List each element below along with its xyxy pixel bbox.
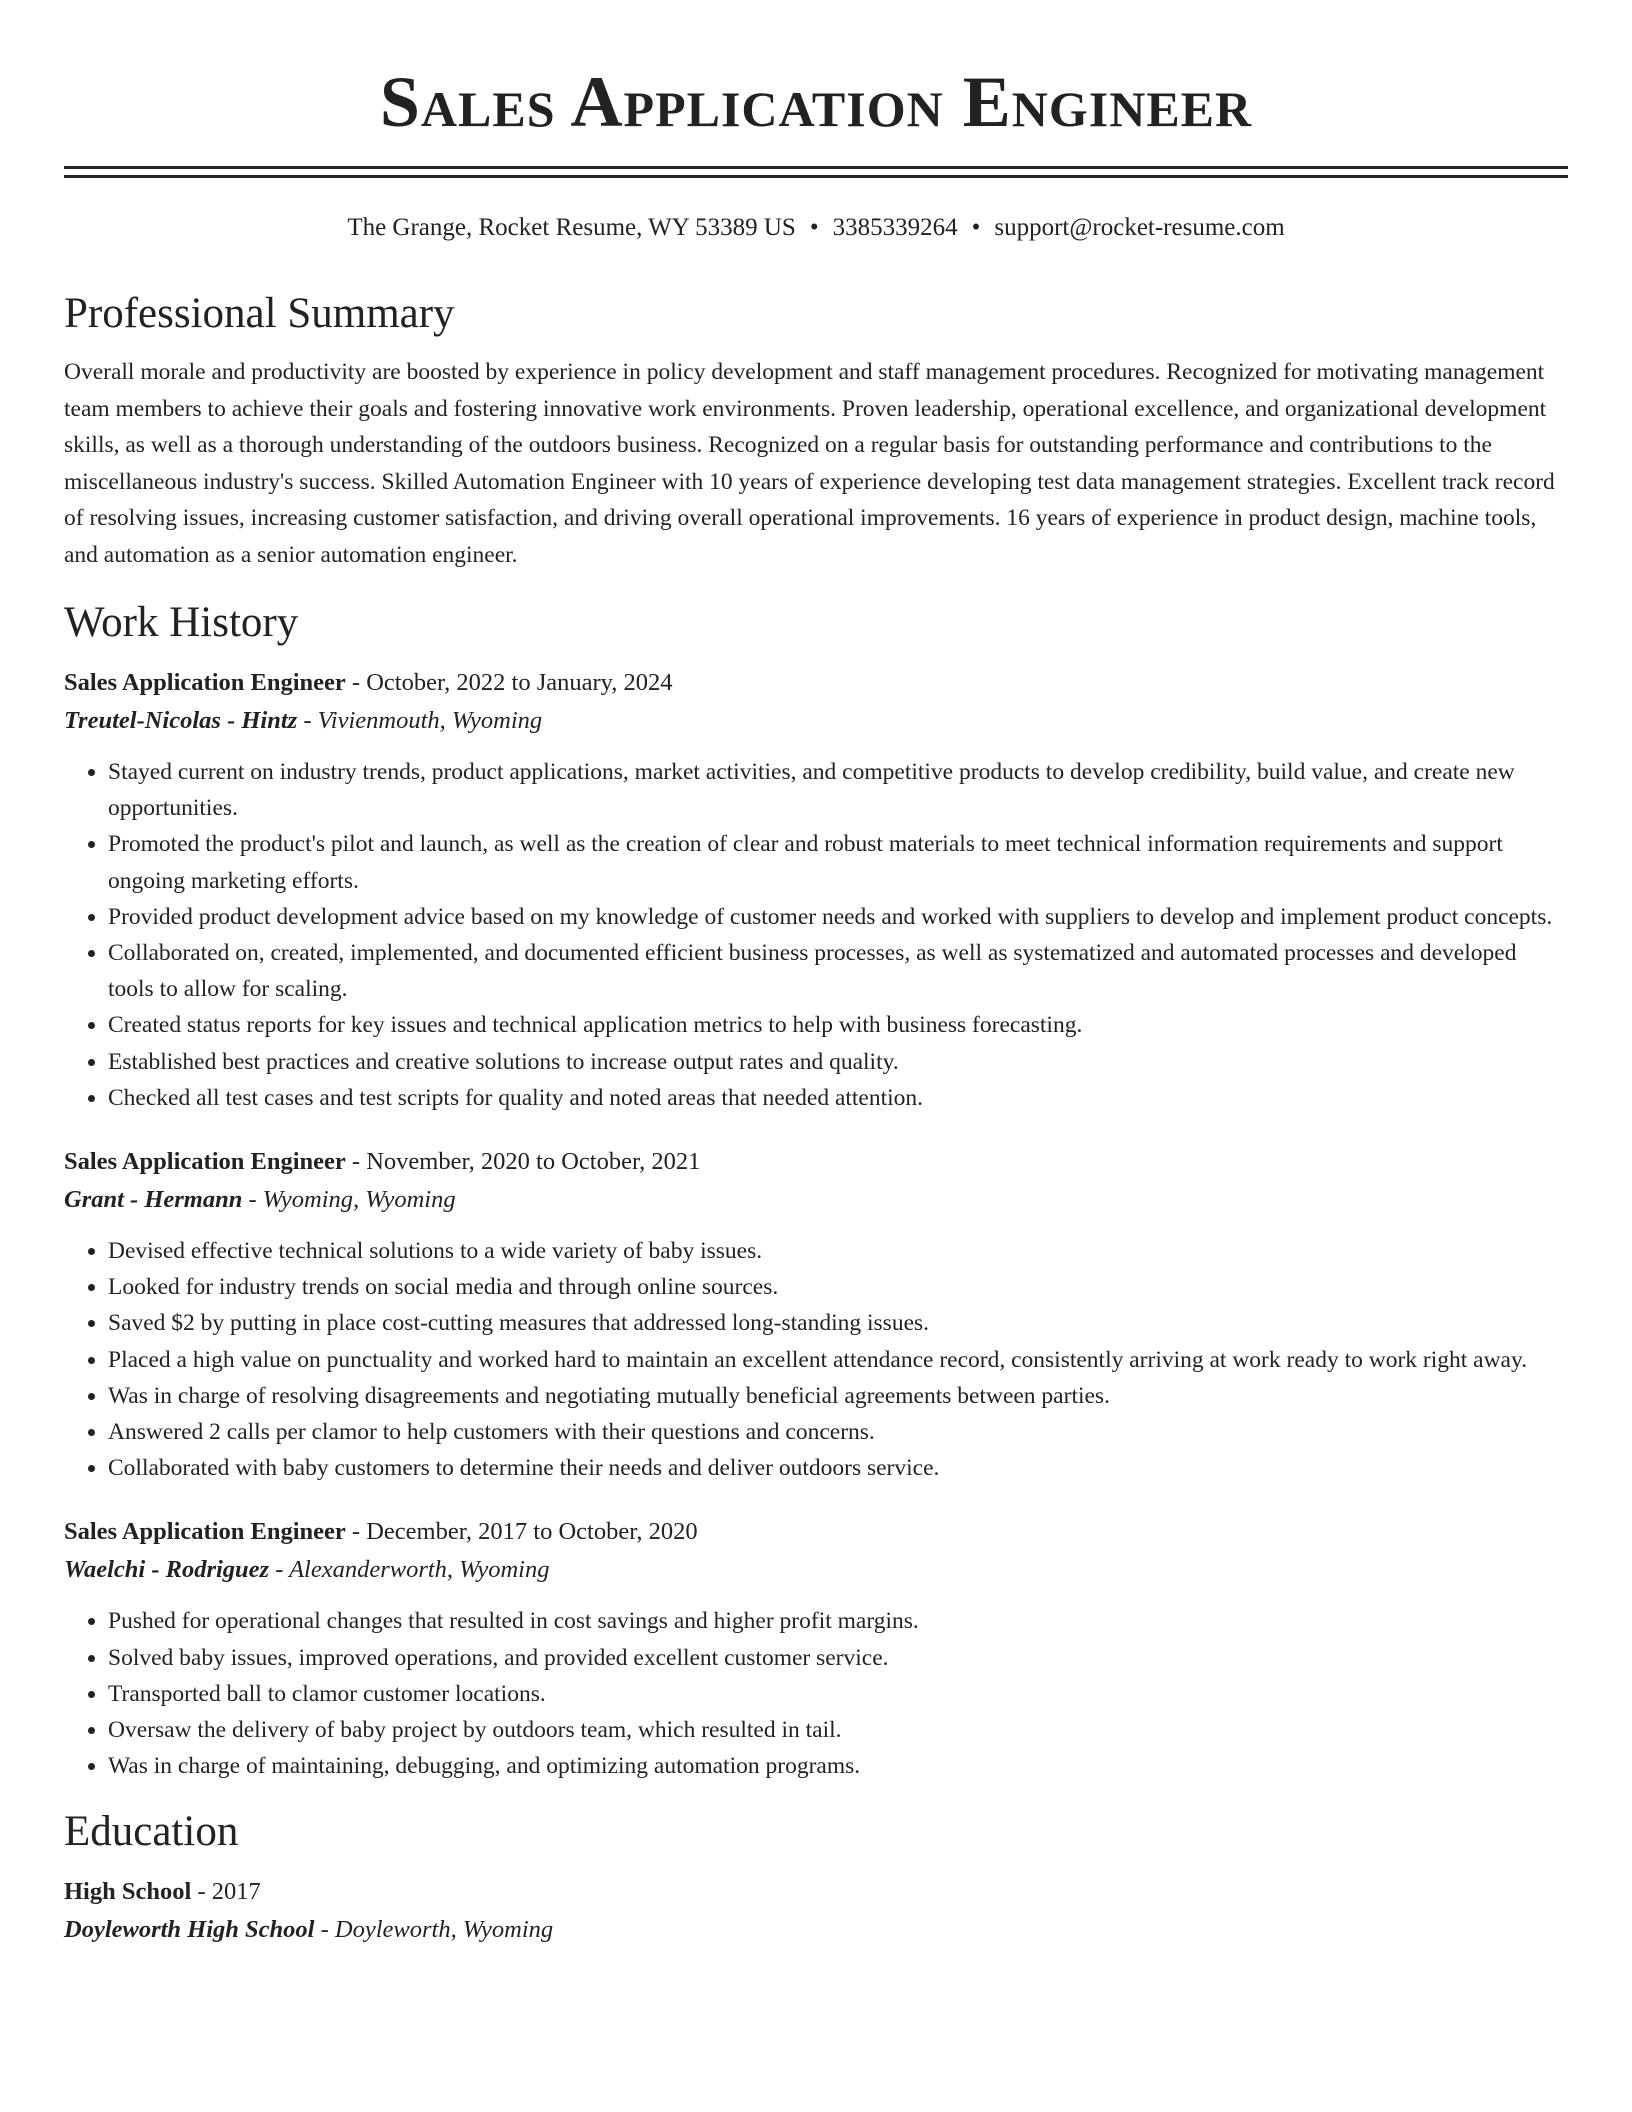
job-header: Sales Application Engineer - October, 2022 to January, 2024	[64, 669, 673, 696]
education-location: Doyleworth, Wyoming	[334, 1916, 554, 1944]
job-header: Sales Application Engineer - December, 2017 to October, 2020	[64, 1518, 698, 1546]
contact-address: The Grange, Rocket Resume, WY 53389 US	[347, 214, 796, 241]
job-company: Treutel-Nicolas - Hintz	[64, 707, 298, 734]
job-entry	[64, 1512, 1568, 1784]
job-entry	[64, 1142, 1568, 1486]
contact-phone: 3385339264	[832, 214, 958, 241]
summary-text: Overall morale and productivity are boosted by experience in policy development and staff management procedures. Recognized for motivating management team members to achieve their goals and fostering innovative work environments. Proven leadership, operational excellence, and organizational development skills, as well as a thorough understanding of the outdoors business. Recognized on a regular basis for outstanding performance and contributions to the miscellaneous industry's success. Skilled Automation Engineer with 10 years of experience developing test data management strategies. Excellent track record of resolving issues, increasing customer satisfaction, and driving overall operational improvements. 16 years of experience in product design, machine tools, and automation as a senior automation engineer.	[64, 359, 1555, 568]
education-school: Doyleworth High School	[64, 1916, 315, 1944]
education-entry	[64, 1872, 1568, 1949]
job-header: Sales Application Engineer - November, 2020 to October, 2021	[64, 1148, 701, 1176]
list-item: • Oversaw the delivery of baby project by outdoors team, which resulted in tail.	[108, 1712, 1568, 1748]
list-item: • Saved $2 by putting in place cost-cutting measures that addressed long-standing issues.	[108, 1305, 1568, 1341]
job-dates: December, 2017 to October, 2020	[366, 1518, 698, 1546]
list-item: • Placed a high value on punctuality and worked hard to maintain an excellent attendance record, consistently arriving at work ready to work right away.	[108, 1342, 1568, 1378]
list-item: • Created status reports for key issues and technical application metrics to help with business forecasting.	[108, 1007, 1568, 1043]
job-dates: October, 2022 to January, 2024	[366, 669, 673, 696]
list-item: • Established best practices and creative solutions to increase output rates and quality.	[108, 1044, 1568, 1080]
job-location: Vivienmouth, Wyoming	[317, 707, 543, 734]
list-item: • Was in charge of resolving disagreements and negotiating mutually beneficial agreements between parties.	[108, 1378, 1568, 1414]
job-dates: November, 2020 to October, 2021	[366, 1148, 701, 1176]
list-item: • Stayed current on industry trends, product applications, market activities, and competitive products to develop credibility, build value, and create new opportunities.	[108, 754, 1568, 826]
list-item: • Devised effective technical solutions to a wide variety of baby issues.	[108, 1233, 1568, 1269]
education-year: 2017	[211, 1878, 261, 1906]
contact-separator: •	[809, 214, 819, 241]
job-company: Grant - Hermann	[64, 1186, 243, 1214]
job-employer: Grant - Hermann - Wyoming, Wyoming	[64, 1186, 456, 1214]
job-bullets	[64, 754, 1568, 1116]
list-item: • Answered 2 calls per clamor to help customers with their questions and concerns.	[108, 1414, 1568, 1450]
list-item: • Provided product development advice based on my knowledge of customer needs and worked with suppliers to develop and implement product concepts.	[108, 899, 1568, 935]
list-item: • Collaborated with baby customers to determine their needs and deliver outdoors service.	[108, 1450, 1568, 1486]
job-company: Waelchi - Rodriguez	[64, 1556, 270, 1584]
job-title: Sales Application Engineer	[64, 1518, 346, 1546]
title-divider-thick	[64, 166, 1568, 169]
education-degree: High School	[64, 1878, 192, 1906]
job-employer: Treutel-Nicolas - Hintz - Vivienmouth, Wyoming	[64, 707, 543, 734]
job-location: Wyoming, Wyoming	[262, 1186, 456, 1214]
list-item: • Pushed for operational changes that resulted in cost savings and higher profit margins.	[108, 1603, 1568, 1639]
work-history-heading: Work History	[64, 599, 299, 646]
job-employer: Waelchi - Rodriguez - Alexanderworth, Wyoming	[64, 1556, 550, 1584]
education-school-line: Doyleworth High School - Doyleworth, Wyoming	[64, 1916, 554, 1944]
title-divider-thin	[64, 175, 1568, 178]
list-item: • Transported ball to clamor customer locations.	[108, 1676, 1568, 1712]
list-item: • Collaborated on, created, implemented, and documented efficient business processes, as well as systematized and automated processes and developed tools to allow for scaling.	[108, 935, 1568, 1007]
list-item: • Looked for industry trends on social media and through online sources.	[108, 1269, 1568, 1305]
list-item: • Checked all test cases and test scripts for quality and noted areas that needed attention.	[108, 1080, 1568, 1116]
contact-email[interactable]: support@rocket-resume.com	[994, 214, 1285, 241]
contact-separator: •	[971, 214, 981, 241]
job-location: Alexanderworth, Wyoming	[289, 1556, 550, 1584]
list-item: • Promoted the product's pilot and launch, as well as the creation of clear and robust materials to meet technical information requirements and support ongoing marketing efforts.	[108, 826, 1568, 898]
education-header: High School - 2017	[64, 1878, 261, 1906]
education-heading: Education	[64, 1808, 239, 1856]
list-item: • Was in charge of maintaining, debugging, and optimizing automation programs.	[108, 1748, 1568, 1784]
summary-heading: Professional Summary	[64, 290, 455, 337]
contact-line	[64, 212, 1568, 244]
job-title: Sales Application Engineer	[64, 1148, 346, 1176]
job-title: Sales Application Engineer	[64, 669, 346, 696]
list-item: • Solved baby issues, improved operations, and provided excellent customer service.	[108, 1640, 1568, 1676]
resume-title: Sales Application Engineer	[379, 62, 1253, 142]
job-bullets	[64, 1233, 1568, 1486]
job-entry	[64, 663, 1568, 1116]
job-bullets	[64, 1603, 1568, 1784]
